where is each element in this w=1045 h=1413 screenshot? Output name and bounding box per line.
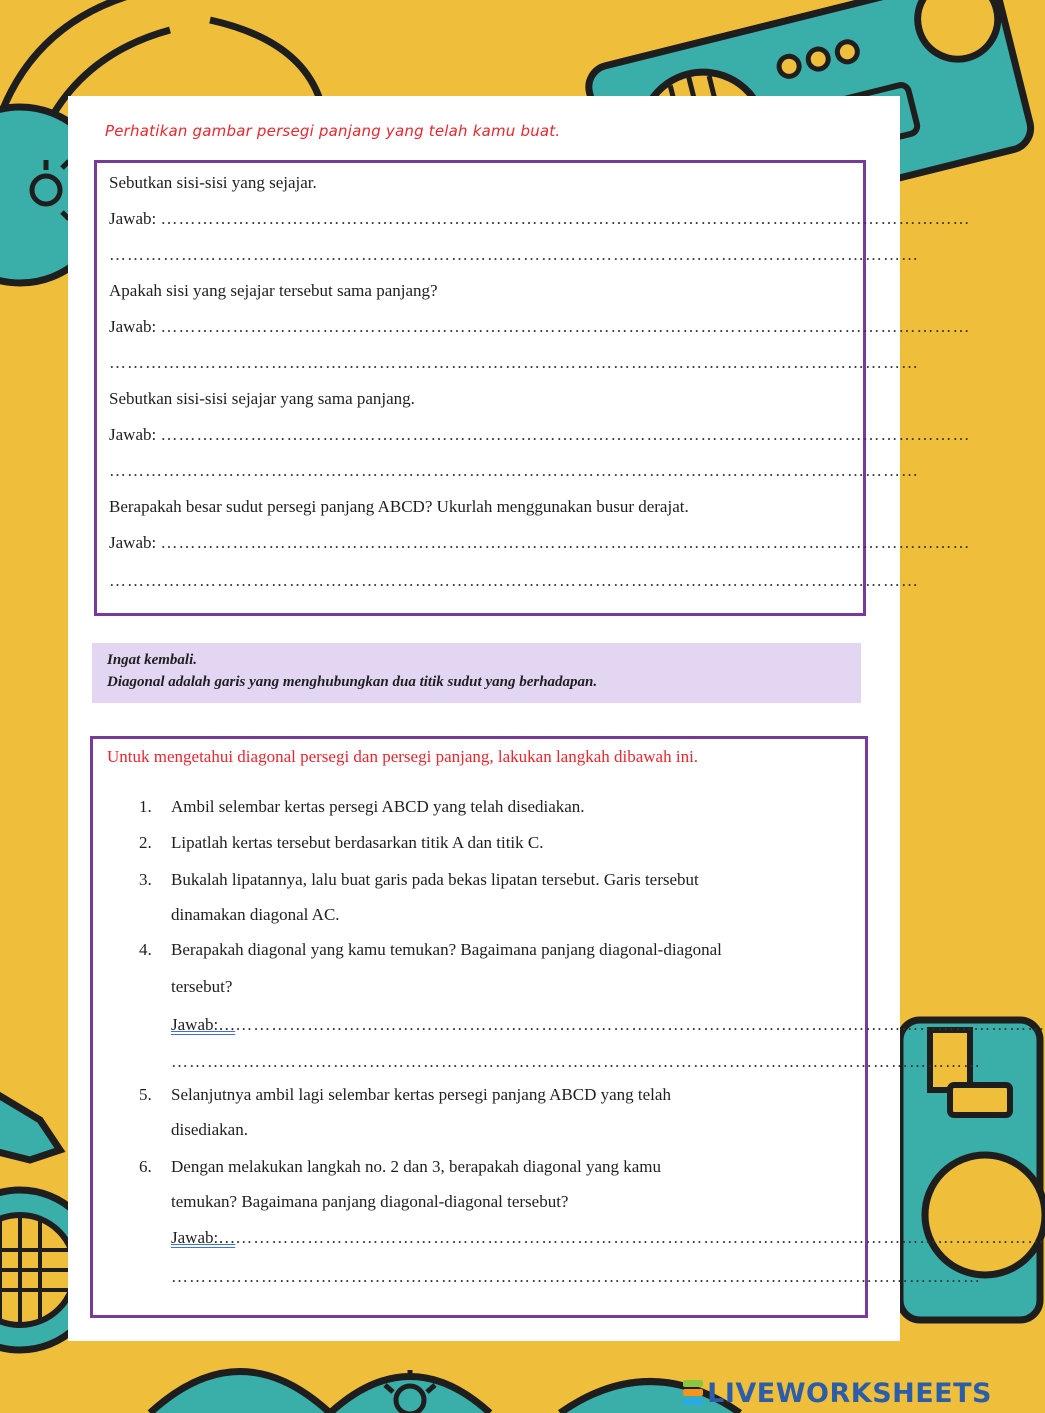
step-number: 3. [139,870,152,889]
step-3-text-line2: dinamakan diagonal AC. [171,905,340,924]
step-4-text-line1: Berapakah diagonal yang kamu temukan? Bagaimana panjang diagonal-diagonal [171,940,722,959]
step-6-answer-line-b[interactable]: ……………………………………………………………………………………………………………………… [171,1267,981,1286]
watermark-text: LIVEWORKSHEETS [707,1377,992,1409]
step-6-text-line1: Dengan melakukan langkah no. 2 dan 3, berapakah diagonal yang kamu [171,1157,662,1176]
answer-label: Jawab: [109,425,157,444]
step-number: 5. [139,1085,152,1104]
answer-label: Jawab:… [171,1228,236,1247]
questions-box [94,160,971,616]
step-5-text-line2: disediakan. [171,1120,248,1139]
answer-line-2a[interactable]: Jawab: ……………………………………………………………………………………………………………………… [109,317,971,336]
question-3: Sebutkan sisi-sisi sejajar yang sama panjang. [109,389,415,408]
step-number: 2. [139,833,152,852]
answer-line-1a[interactable]: Jawab: ……………………………………………………………………………………………………………………… [109,209,971,228]
question-2: Apakah sisi yang sejajar tersebut sama panjang? [109,281,438,300]
step-3-text-line1: Bukalah lipatannya, lalu buat garis pada bekas lipatan tersebut. Garis tersebut [171,870,699,889]
step-5-text-line1: Selanjutnya ambil lagi selembar kertas persegi panjang ABCD yang telah [171,1085,671,1104]
answer-label: Jawab: [109,209,157,228]
step-number: 6. [139,1157,152,1176]
answer-line-4a[interactable]: Jawab: ……………………………………………………………………………………………………………………… [109,533,971,552]
answer-label: Jawab: [109,533,157,552]
step-number: 4. [139,940,152,959]
step-4-answer-line-a[interactable]: Jawab:………………………………………………………………………………………………………………………… [171,1015,1045,1034]
answer-label: Jawab:… [171,1015,236,1034]
answer-line-3b[interactable]: ……………………………………………………………………………………………………………………… [109,461,919,480]
liveworksheets-watermark [683,1376,992,1410]
reminder-text: Diagonal adalah garis yang menghubungkan dua titik sudut yang berhadapan. [107,674,598,690]
step-6-answer-line-a[interactable]: Jawab:………………………………………………………………………………………………………………………… [171,1228,1045,1247]
step-4-answer-line-b[interactable]: ……………………………………………………………………………………………………………………… [171,1052,981,1071]
question-4: Berapakah besar sudut persegi panjang ABCD? Ukurlah menggunakan busur derajat. [109,497,689,516]
reminder-box [92,643,861,703]
reminder-title: Ingat kembali. [107,652,198,668]
steps-title: Untuk mengetahui diagonal persegi dan persegi panjang, lakukan langkah dibawah ini. [107,747,699,766]
step-2-text: Lipatlah kertas tersebut berdasarkan titik A dan titik C. [171,833,544,852]
answer-line-3a[interactable]: Jawab: ……………………………………………………………………………………………………………………… [109,425,971,444]
intro-instruction: Perhatikan gambar persegi panjang yang telah kamu buat. [105,122,561,140]
steps-box [90,736,1045,1318]
answer-label: Jawab: [109,317,157,336]
answer-line-2b[interactable]: ……………………………………………………………………………………………………………………… [109,353,919,372]
step-4-text-line2: tersebut? [171,977,233,996]
answer-line-1b[interactable]: ……………………………………………………………………………………………………………………… [109,245,919,264]
answer-line-4b[interactable]: ……………………………………………………………………………………………………………………… [109,571,919,590]
step-6-text-line2: temukan? Bagaimana panjang diagonal-diagonal tersebut? [171,1192,569,1211]
liveworksheets-logo-icon [683,1380,703,1406]
step-number: 1. [139,797,152,816]
step-1-text: Ambil selembar kertas persegi ABCD yang telah disediakan. [171,797,585,816]
question-1: Sebutkan sisi-sisi yang sejajar. [109,173,317,192]
